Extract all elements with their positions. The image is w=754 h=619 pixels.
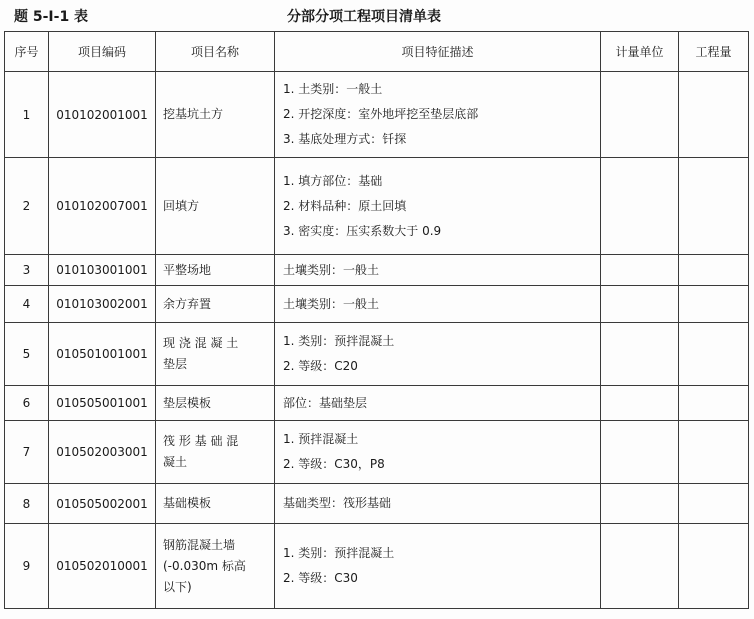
table-row — [5, 323, 749, 386]
cell-quantity — [679, 386, 749, 421]
item-name-text: 基础模板 — [163, 496, 212, 510]
table-body — [5, 72, 749, 609]
cell-no: 1 — [5, 72, 49, 158]
feature-line: 2. 等级：C30 — [283, 571, 358, 585]
cell-quantity — [679, 524, 749, 609]
cell-quantity — [679, 421, 749, 484]
cell-unit — [601, 421, 679, 484]
feature-line: 1. 填方部位：基础 — [283, 173, 383, 188]
cell-features — [275, 323, 601, 386]
cell-features — [275, 524, 601, 609]
feature-line: 1. 类别：预拌混凝土 — [283, 546, 395, 560]
feature-line: 3. 基底处理方式：钎探 — [283, 132, 407, 146]
feature-line: 部位：基础垫层 — [283, 395, 368, 410]
cell-quantity — [679, 484, 749, 524]
feature-line: 土壤类别：一般土 — [283, 262, 380, 277]
cell-no: 9 — [5, 524, 49, 609]
cell-unit — [601, 255, 679, 286]
cell-no: 5 — [5, 323, 49, 386]
item-name-text: 回填方 — [163, 198, 200, 213]
feature-line: 3. 密实度：压实系数大于 0.9 — [283, 223, 442, 238]
cell-features — [275, 484, 601, 524]
column-header-code: 项目编码 — [49, 32, 156, 72]
cell-unit — [601, 158, 679, 255]
feature-line: 基础类型：筏形基础 — [283, 496, 392, 510]
feature-line: 2. 材料品种：原土回填 — [283, 198, 407, 213]
cell-unit — [601, 286, 679, 323]
table-title: 分部分项工程项目清单表 — [287, 9, 441, 25]
table-row — [5, 72, 749, 158]
feature-line: 1. 预拌混凝土 — [283, 432, 359, 446]
cell-unit — [601, 323, 679, 386]
column-header-features: 项目特征描述 — [275, 32, 601, 72]
feature-line: 2. 等级：C20 — [283, 359, 358, 373]
cell-code: 010102007001 — [49, 158, 156, 255]
table-row — [5, 484, 749, 524]
cell-code: 010505001001 — [49, 386, 156, 421]
column-header-name: 项目名称 — [156, 32, 275, 72]
cell-quantity — [679, 72, 749, 158]
cell-name — [156, 484, 275, 524]
cell-name — [156, 524, 275, 609]
item-name-text: 垫层模板 — [163, 395, 212, 410]
cell-quantity — [679, 323, 749, 386]
cell-quantity — [679, 286, 749, 323]
cell-name — [156, 323, 275, 386]
table-caption: 题 5-Ⅰ-1 表 — [14, 9, 89, 25]
column-header-unit: 计量单位 — [601, 32, 679, 72]
cell-name — [156, 386, 275, 421]
header-row — [5, 32, 749, 72]
cell-no: 3 — [5, 255, 49, 286]
cell-features — [275, 421, 601, 484]
cell-features — [275, 158, 601, 255]
table-row — [5, 524, 749, 609]
item-name-text: 钢筋混凝土墙 (-0.030m 标高 以下) — [163, 537, 246, 594]
cell-code: 010102001001 — [49, 72, 156, 158]
column-header-no: 序号 — [5, 32, 49, 72]
cell-no: 8 — [5, 484, 49, 524]
feature-line: 土壤类别：一般土 — [283, 296, 380, 311]
cell-name — [156, 286, 275, 323]
cell-quantity — [679, 158, 749, 255]
cell-code: 010502003001 — [49, 421, 156, 484]
item-name-text: 筏 形 基 础 混 凝土 — [163, 434, 239, 469]
cell-features — [275, 386, 601, 421]
cell-features — [275, 286, 601, 323]
cell-quantity — [679, 255, 749, 286]
cell-name — [156, 421, 275, 484]
cell-unit — [601, 386, 679, 421]
table-row — [5, 421, 749, 484]
cell-no: 7 — [5, 421, 49, 484]
cell-no: 4 — [5, 286, 49, 323]
item-name-text: 现 浇 混 凝 土 垫层 — [163, 336, 239, 371]
table-row — [5, 386, 749, 421]
column-header-quantity: 工程量 — [679, 32, 749, 72]
cell-name — [156, 255, 275, 286]
cell-name — [156, 72, 275, 158]
cell-no: 2 — [5, 158, 49, 255]
feature-line: 2. 等级：C30，P8 — [283, 457, 385, 471]
table-row — [5, 255, 749, 286]
cell-unit — [601, 484, 679, 524]
feature-line: 2. 开挖深度：室外地坪挖至垫层底部 — [283, 107, 479, 121]
table-row — [5, 158, 749, 255]
cell-code: 010502010001 — [49, 524, 156, 609]
cell-features — [275, 72, 601, 158]
bill-of-quantities-table — [4, 31, 749, 609]
cell-unit — [601, 72, 679, 158]
cell-code: 010103002001 — [49, 286, 156, 323]
cell-code: 010501001001 — [49, 323, 156, 386]
cell-name — [156, 158, 275, 255]
item-name-text: 挖基坑土方 — [163, 107, 224, 121]
cell-features — [275, 255, 601, 286]
cell-unit — [601, 524, 679, 609]
feature-line: 1. 类别：预拌混凝土 — [283, 334, 395, 348]
feature-line: 1. 土类别：一般土 — [283, 82, 383, 96]
table-row — [5, 286, 749, 323]
item-name-text: 平整场地 — [163, 262, 212, 277]
cell-code: 010505002001 — [49, 484, 156, 524]
cell-code: 010103001001 — [49, 255, 156, 286]
item-name-text: 余方弃置 — [163, 296, 212, 311]
cell-no: 6 — [5, 386, 49, 421]
